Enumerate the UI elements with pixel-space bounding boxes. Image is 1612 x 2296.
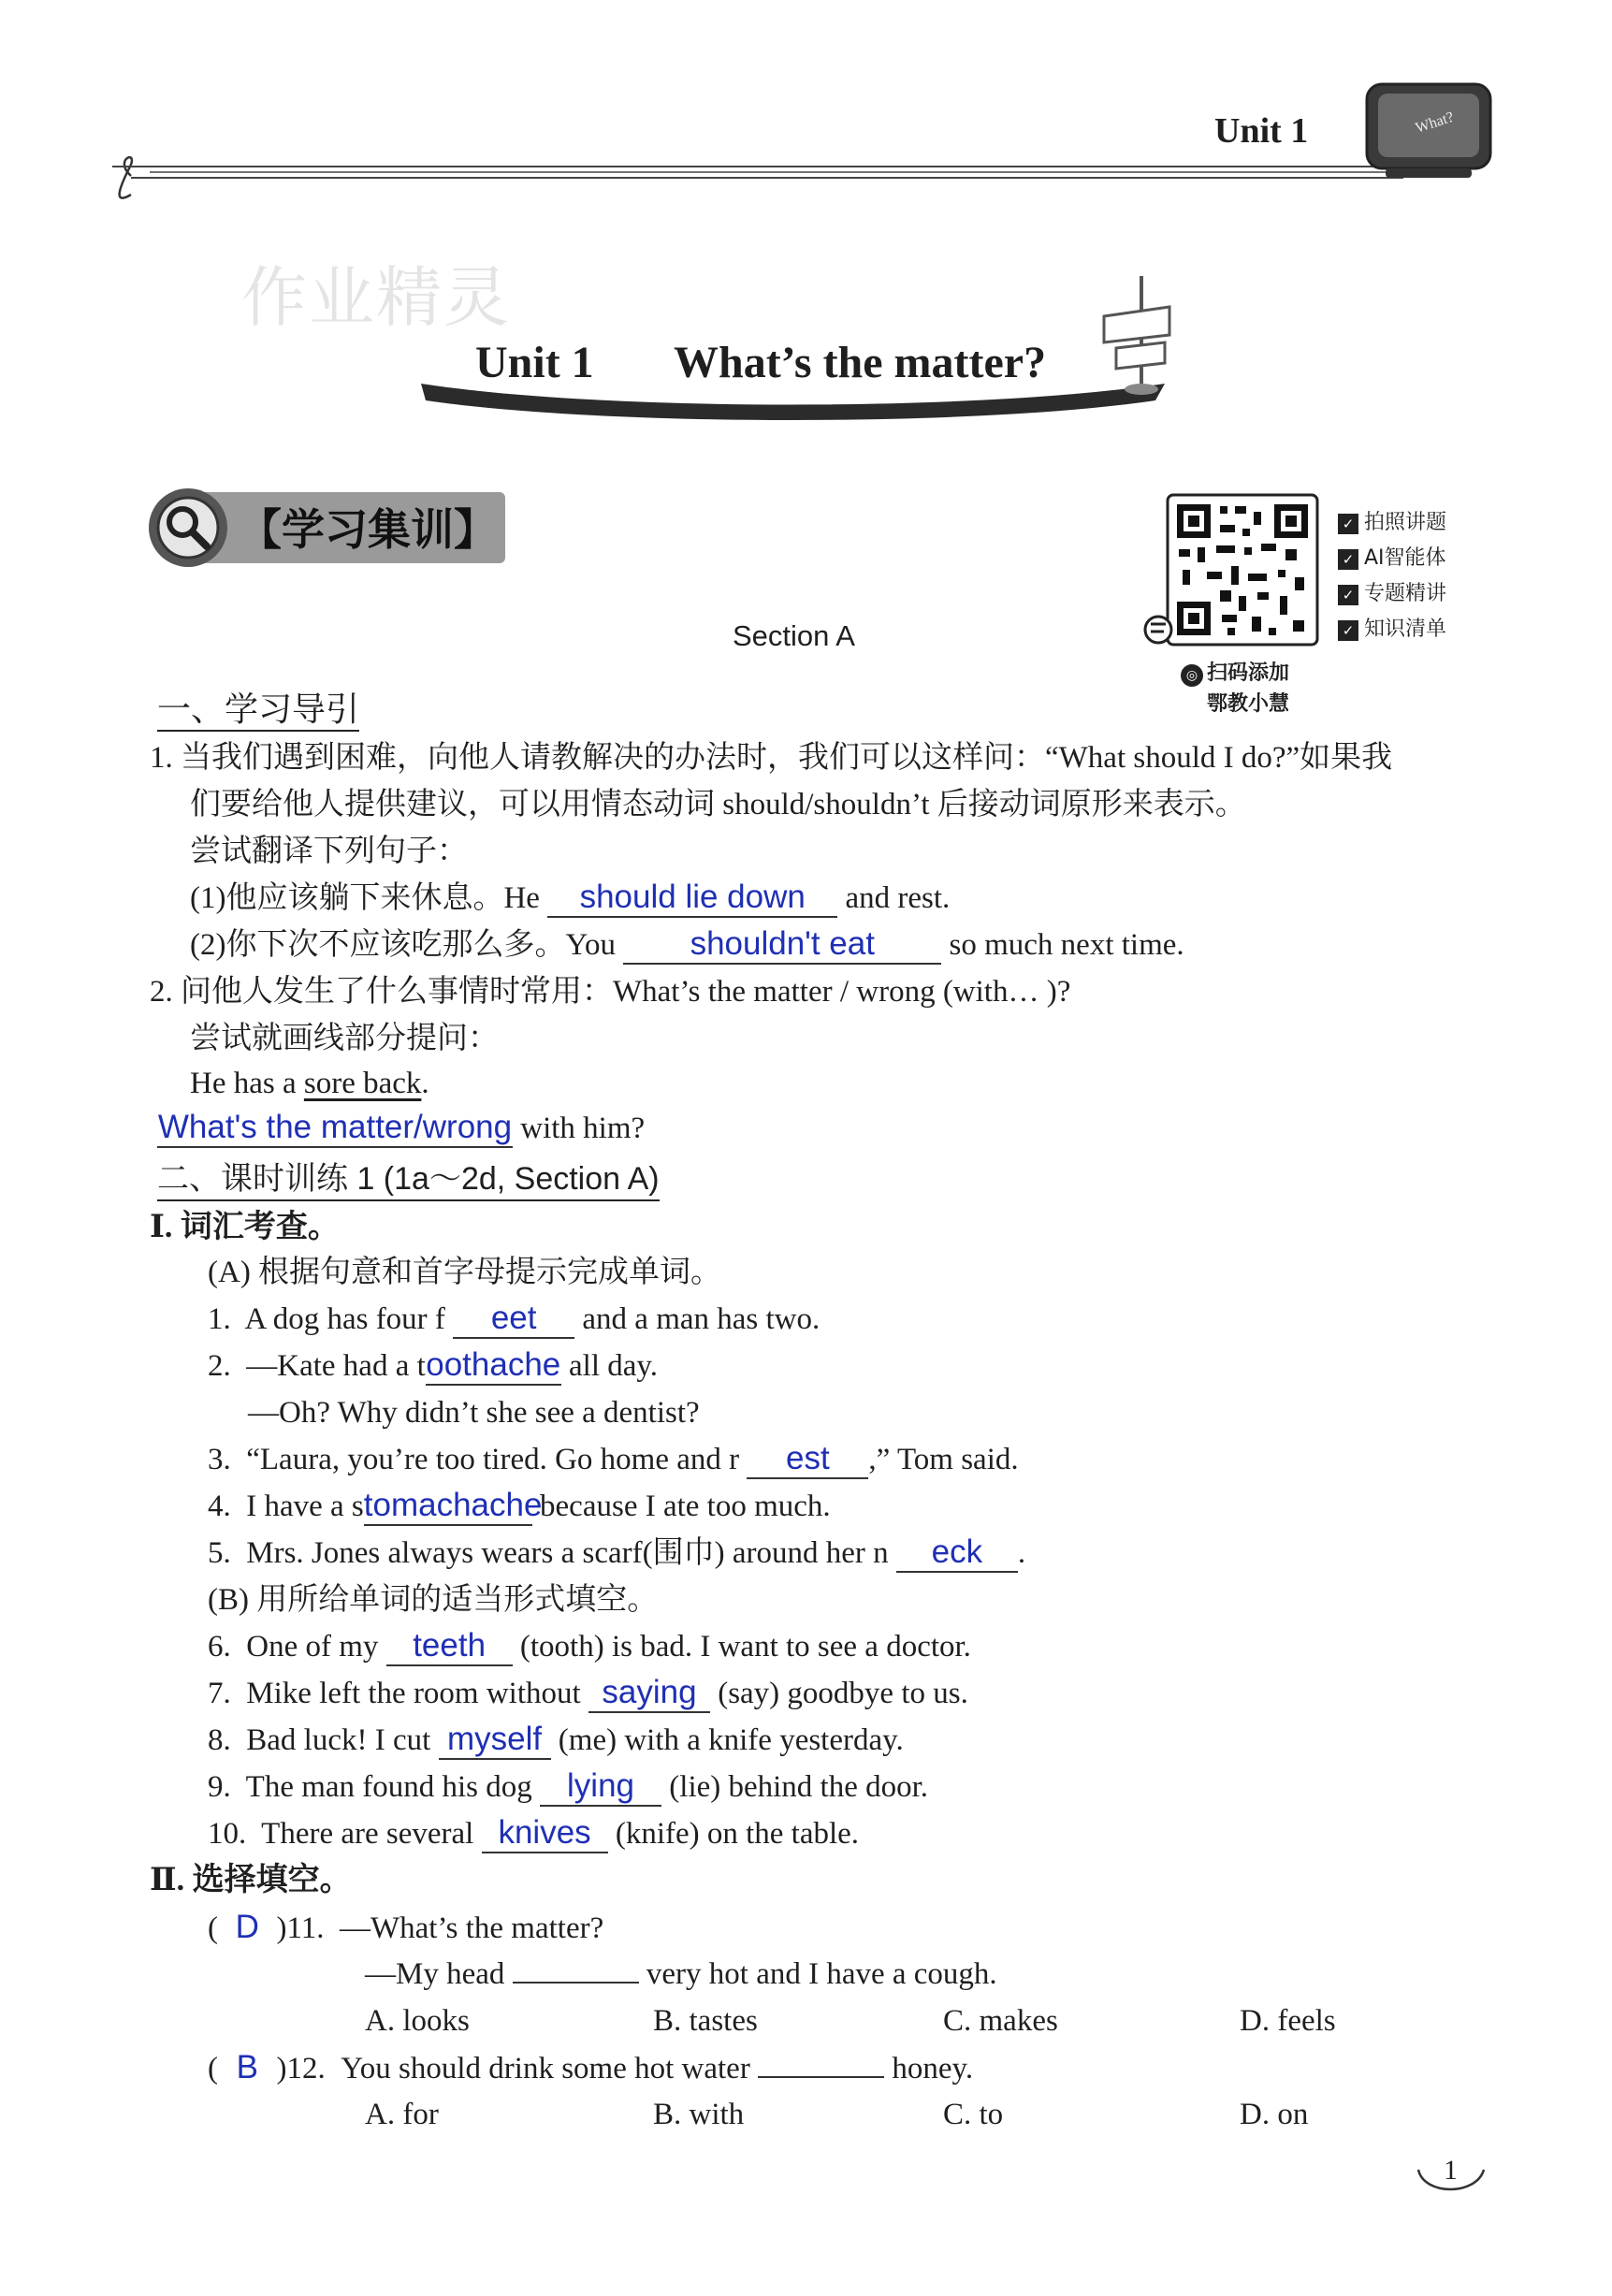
part1-q2-line: 2. 问他人发生了什么事情时常用：What’s the matter / wrong (with… )? [150, 975, 1071, 1009]
vocab-item: 7. Mike left the room without saying (say) goodbye to us. [208, 1675, 968, 1713]
answer-field[interactable]: eet [453, 1301, 574, 1339]
answer-field[interactable]: What's the matter/wrong [157, 1110, 513, 1148]
choice-heading: Ⅱ. 选择填空。 [150, 1863, 352, 1897]
question-11-line2: —My head very hot and I have a cough. [365, 1957, 997, 1991]
qr-code-icon[interactable] [1141, 491, 1329, 650]
unit-title-text: What’s the matter? [674, 338, 1047, 387]
vocab-item: 5. Mrs. Jones always wears a scarf(围巾) around her n eck . [208, 1534, 1025, 1573]
qr-feature-item: ✓ AI智能体 [1338, 541, 1446, 576]
vocab-a-instruction: (A) 根据句意和首字母提示完成单词。 [208, 1256, 722, 1289]
q11-option-d[interactable]: D. feels [1240, 2004, 1336, 2038]
q11-option-a[interactable]: A. looks [365, 2004, 470, 2038]
section-a-label: Section A [733, 619, 855, 652]
qr-feature-item: ✓ 拍照讲题 [1338, 505, 1446, 541]
vocab-item: 6. One of my teeth (tooth) is bad. I want to see a doctor. [208, 1628, 971, 1666]
checkbox-icon: ✓ [1338, 514, 1358, 534]
answer-field[interactable]: saying [588, 1675, 710, 1713]
svg-text:What?: What? [1413, 109, 1456, 137]
qr-caption-2: 鄂教小慧 [1207, 692, 1290, 716]
qr-feature-item: ✓ 专题精讲 [1338, 576, 1446, 612]
answer-field[interactable]: lying [540, 1768, 661, 1807]
vocab-heading: Ⅰ. 词汇考查。 [150, 1210, 340, 1244]
vocab-item: 1. A dog has four f eet and a man has two. [208, 1301, 820, 1339]
answer-field[interactable]: myself [439, 1722, 551, 1760]
title-underline-sign [416, 262, 1174, 430]
vocab-item: 9. The man found his dog lying (lie) behind the door. [208, 1768, 928, 1807]
part1-q2-try: 尝试就画线部分提问： [190, 1022, 499, 1055]
answer-field[interactable] [758, 2076, 884, 2078]
unit-title-number: Unit 1 [475, 338, 594, 387]
tv-screen-icon [1361, 79, 1502, 182]
checkbox-icon: ✓ [1338, 620, 1358, 641]
q12-option-d[interactable]: D. on [1240, 2098, 1309, 2131]
page-number: 1 [1444, 2155, 1458, 2186]
answer-field[interactable]: knives [482, 1815, 608, 1853]
vocab-item: 10. There are several knives (knife) on the table. [208, 1815, 859, 1853]
vocab-item-continued: —Oh? Why didn’t she see a dentist? [248, 1396, 700, 1430]
header-unit-label: Unit 1 [1214, 111, 1309, 151]
vocab-item: 3. “Laura, you’re too tired. Go home and r est ,” Tom said. [208, 1441, 1019, 1479]
part1-q2-example: He has a sore back. [190, 1067, 429, 1100]
q11-option-b[interactable]: B. tastes [653, 2004, 758, 2038]
answer-field[interactable]: eck [896, 1534, 1018, 1573]
choice-answer[interactable]: B [236, 2049, 258, 2085]
part1-heading: 一、学习导引 [157, 690, 359, 732]
answer-field[interactable]: should lie down [547, 879, 837, 918]
part2-heading: 二、课时训练 1 (1a～2d, Section A) [157, 1160, 660, 1201]
vocab-item: 8. Bad luck! I cut myself (me) with a knife yesterday. [208, 1722, 904, 1760]
section-banner-title: 【学习集训】 [239, 506, 497, 554]
vocab-item: 2. —Kate had a toothache all day. [208, 1347, 658, 1386]
question-11: ( D )11. —What’s the matter? [208, 1909, 604, 1945]
part1-q1-line2: 们要给他人提供建议，可以用情态动词 should/shouldn’t 后接动词原形来表示。 [190, 788, 1246, 821]
choice-answer[interactable]: D [235, 1909, 259, 1945]
q11-option-c[interactable]: C. makes [943, 2004, 1058, 2038]
answer-field[interactable]: shouldn't eat [623, 926, 941, 965]
q12-option-b[interactable]: B. with [653, 2098, 745, 2131]
qr-feature-item: ✓ 知识清单 [1338, 612, 1446, 647]
answer-field[interactable]: est [747, 1441, 868, 1479]
vocab-b-instruction: (B) 用所给单词的适当形式填空。 [208, 1583, 659, 1617]
answer-field[interactable] [513, 1982, 639, 1984]
answer-field[interactable]: teeth [386, 1628, 513, 1666]
vocab-item: 4. I have a stomachache because I ate too much. [208, 1488, 831, 1526]
scan-icon: ◎ [1181, 664, 1203, 687]
q12-option-a[interactable]: A. for [365, 2098, 439, 2131]
qr-feature-list [1338, 505, 1446, 647]
answer-field[interactable]: oothache [426, 1347, 561, 1386]
checkbox-icon: ✓ [1338, 585, 1358, 605]
q12-option-c[interactable]: C. to [943, 2098, 1004, 2131]
part1-q2-answer-line: What's the matter/wrong with him? [157, 1110, 645, 1148]
question-12: ( B )12. You should drink some hot water honey. [208, 2049, 974, 2085]
qr-caption: ◎ 扫码添加 [1181, 657, 1289, 687]
answer-field[interactable]: tomachache [364, 1488, 532, 1526]
watermark: 作业精灵 [241, 261, 511, 334]
part1-q1-line1: 1. 当我们遇到困难，向他人请教解决的办法时，我们可以这样问：“What should I do?”如果我 [150, 741, 1393, 775]
part1-q1-try: 尝试翻译下列句子： [190, 835, 468, 868]
part1-sentence-2: (2)你下次不应该吃那么多。You shouldn't eat so much next time. [190, 926, 1184, 965]
checkbox-icon: ✓ [1338, 549, 1358, 570]
part1-sentence-1: (1)他应该躺下来休息。He should lie down and rest. [190, 879, 950, 918]
